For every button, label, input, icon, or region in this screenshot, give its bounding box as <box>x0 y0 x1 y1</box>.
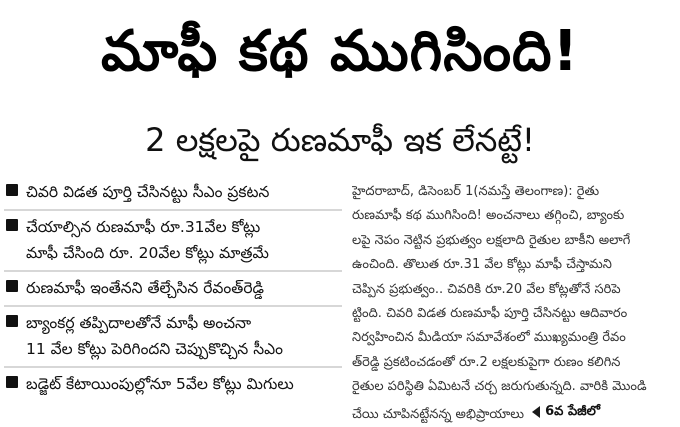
highlight-line: చేయాల్సిన రుణమాఫీ రూ.31వేల కోట్లు <box>26 218 261 236</box>
subheadline: 2 లక్షలపై రుణమాఫీ ఇక లేనట్టే! <box>145 121 535 159</box>
body-line: నిర్వహించిన మీడియా సమావేశంలో ముఖ్యమంత్రి రేవం <box>352 330 626 346</box>
highlights-list <box>4 176 342 401</box>
square-bullet-icon <box>6 315 18 327</box>
body-line: త్‌రెడ్డి ప్రకటించడంతో రూ.2 లక్షలకుపైగా రుణం కలిగిన <box>352 354 621 370</box>
highlight-item <box>4 307 342 368</box>
continued-label: 6వ పేజీలో <box>545 403 601 419</box>
highlight-line: 11 వేల కోట్లు పెరిగిందని చెప్పుకొచ్చిన సీఎం <box>26 340 283 358</box>
highlight-line: మాఫీ చేసింది రూ. 20వేల కోట్లు మాత్రమే <box>26 244 269 262</box>
body-line: ట్టింది. చివరి విడత రుణమాఫీ పూర్తి చేసినట్టు ఆదివారం <box>352 306 628 322</box>
square-bullet-icon <box>6 376 18 388</box>
highlight-line: రుణమాఫీ ఇంతేనని తేల్చేసిన రేవంత్‌రెడ్డి <box>26 279 264 297</box>
continued-reference <box>532 400 600 424</box>
headline: మాఫీ కథ ముగిసింది! <box>100 19 580 84</box>
highlight-line: చివరి విడత పూర్తి చేసినట్టు సీఎం ప్రకటన <box>26 183 270 201</box>
square-bullet-icon <box>6 219 18 231</box>
body-line: లపై నెపం నెట్టిన ప్రభుత్వం లక్షలాది రైతుల బాకీని అలాగే <box>352 232 631 248</box>
body-line: ఉంచింది. తొలుత రూ.31 వేల కోట్లు మాఫీ చేస్తామని <box>352 257 612 273</box>
highlight-item <box>4 272 342 307</box>
body-line: హైదరాబాద్, డిసెంబర్ 1(నమస్తే తెలంగాణ): రైతు <box>352 184 600 199</box>
body-line: రుణమాఫీ కథ ముగిసింది! అంచనాలు తగ్గించి, బ్యాంకు <box>352 208 625 224</box>
article-body <box>352 180 674 427</box>
highlight-item <box>4 211 342 272</box>
highlight-item <box>4 176 342 211</box>
highlight-line: బడ్జెట్ కేటాయింపుల్లోనూ 5వేల కోట్లు మిగులు <box>26 375 294 393</box>
highlight-line: బ్యాంకర్ల తప్పిదాలతోనే మాఫీ అంచనా <box>26 314 252 332</box>
square-bullet-icon <box>6 184 18 196</box>
body-last-line <box>352 400 674 427</box>
highlight-item <box>4 368 342 401</box>
body-line: చేయి చూపినట్టేనన్న అభిప్రాయాలు <box>352 406 524 422</box>
body-line: చెప్పిన ప్రభుత్వం.. చివరికి రూ.20 వేల కోట్లతోనే సరిపె <box>352 281 621 297</box>
square-bullet-icon <box>6 280 18 292</box>
body-line: రైతుల పరిస్థితి ఏమిటనే చర్చ జరుగుతున్నది. వారికి మొండి <box>352 379 647 395</box>
arrow-left-icon <box>532 406 540 418</box>
